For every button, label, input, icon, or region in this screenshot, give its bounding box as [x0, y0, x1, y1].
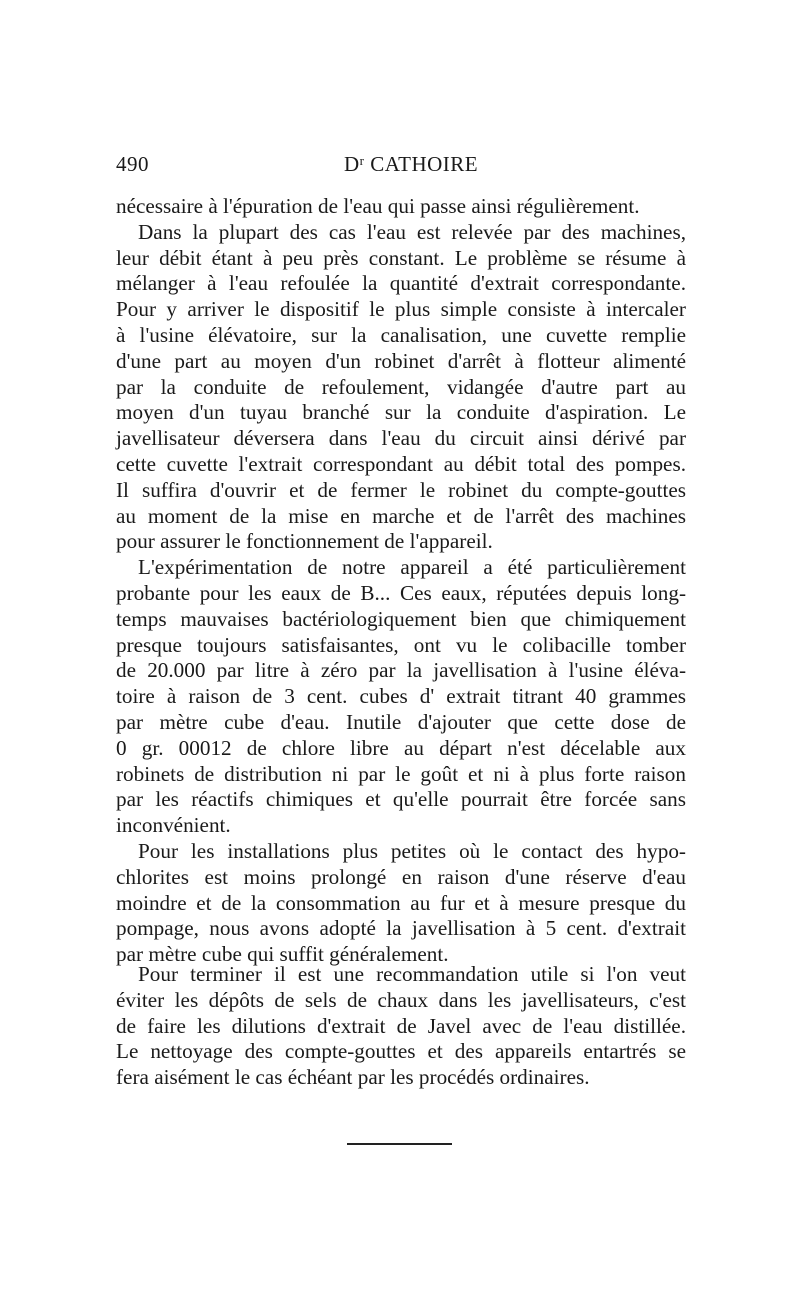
- body-text: [116, 194, 686, 968]
- text-line: Pour terminer il est une recommandation utile si l'on veut: [138, 962, 686, 986]
- text-line: Pour les installations plus petites où le contact des hypo-: [138, 838, 686, 863]
- text-line: moyen d'un tuyau branché sur la conduite d'aspiration. Le: [116, 400, 686, 425]
- author-title-prefix: D: [344, 152, 360, 176]
- text-line: par mètre cube d'eau. Inutile d'ajouter que cette dose de: [116, 709, 686, 734]
- text-line: presque toujours satisfaisantes, ont vu le colibacille tomber: [116, 632, 686, 657]
- text-line: probante pour les eaux de B... Ces eaux, réputées depuis long-: [116, 580, 686, 605]
- page-number: 490: [116, 152, 149, 176]
- author-name: CATHOIRE: [370, 152, 479, 176]
- text-line: javellisateur déversera dans l'eau du circuit ainsi dérivé par: [116, 426, 686, 451]
- text-line: fera aisément le cas échéant par les procédés ordinaires.: [116, 1065, 590, 1090]
- text-line: leur débit étant à peu près constant. Le problème se résume à: [116, 245, 686, 270]
- text-line: de faire les dilutions d'extrait de Javel avec de l'eau distillée.: [116, 1013, 686, 1038]
- author-title-superscript: r: [359, 153, 365, 168]
- text-line: nécessaire à l'épuration de l'eau qui passe ainsi régulièrement.: [116, 194, 640, 218]
- text-line: temps mauvaises bactériologiquement bien que chimiquement: [116, 606, 686, 631]
- text-line: par la conduite de refoulement, vidangée d'autre part au: [116, 374, 686, 399]
- text-line: moindre et de la consommation au fur et à mesure presque du: [116, 890, 686, 915]
- running-head: [116, 152, 686, 182]
- end-rule: [347, 1143, 452, 1145]
- closing-text: [116, 962, 686, 1091]
- text-line: Pour y arriver le dispositif le plus simple consiste à intercaler: [116, 297, 686, 322]
- text-line: Il suffira d'ouvrir et de fermer le robinet du compte-gouttes: [116, 477, 686, 502]
- text-line: d'une part au moyen d'un robinet d'arrêt à flotteur alimenté: [116, 348, 686, 373]
- text-line: robinets de distribution ni par le goût et ni à plus forte raison: [116, 761, 686, 786]
- text-line: 0 gr. 00012 de chlore libre au départ n'est décelable aux: [116, 735, 686, 760]
- paragraph-experimentation: [116, 555, 686, 839]
- text-line: inconvénient.: [116, 813, 231, 838]
- text-line: éviter les dépôts de sels de chaux dans les javellisateurs, c'est: [116, 987, 686, 1012]
- text-line: L'expérimentation de notre appareil a été particulièrement: [138, 555, 686, 580]
- text-line: par mètre cube qui suffit généralement.: [116, 942, 449, 967]
- text-line: Le nettoyage des compte-gouttes et des appareils entartrés se: [116, 1039, 686, 1064]
- text-line: pour assurer le fonctionnement de l'appareil.: [116, 529, 493, 554]
- paragraph-pumping-setup: [116, 220, 686, 555]
- text-line: cette cuvette l'extrait correspondant au débit total des pompes.: [116, 451, 686, 476]
- text-line: toire à raison de 3 cent. cubes d' extrait titrant 40 grammes: [116, 684, 686, 709]
- paragraph-continuation: [116, 194, 686, 220]
- running-title: [344, 152, 478, 177]
- paragraph-recommendation: [116, 962, 686, 1091]
- text-line: à l'usine élévatoire, sur la canalisation, une cuvette remplie: [116, 322, 686, 347]
- paragraph-small-installations: [116, 839, 686, 968]
- text-line: mélanger à l'eau refoulée la quantité d'extrait correspondante.: [116, 271, 686, 296]
- text-line: pompage, nous avons adopté la javellisation à 5 cent. d'extrait: [116, 916, 686, 941]
- text-line: chlorites est moins prolongé en raison d'une réserve d'eau: [116, 864, 686, 889]
- text-line: au moment de la mise en marche et de l'arrêt des machines: [116, 503, 686, 528]
- text-line: Dans la plupart des cas l'eau est relevée par des machines,: [138, 219, 686, 244]
- text-line: par les réactifs chimiques et qu'elle pourrait être forcée sans: [116, 787, 686, 812]
- text-line: de 20.000 par litre à zéro par la javellisation à l'usine éléva-: [116, 658, 686, 683]
